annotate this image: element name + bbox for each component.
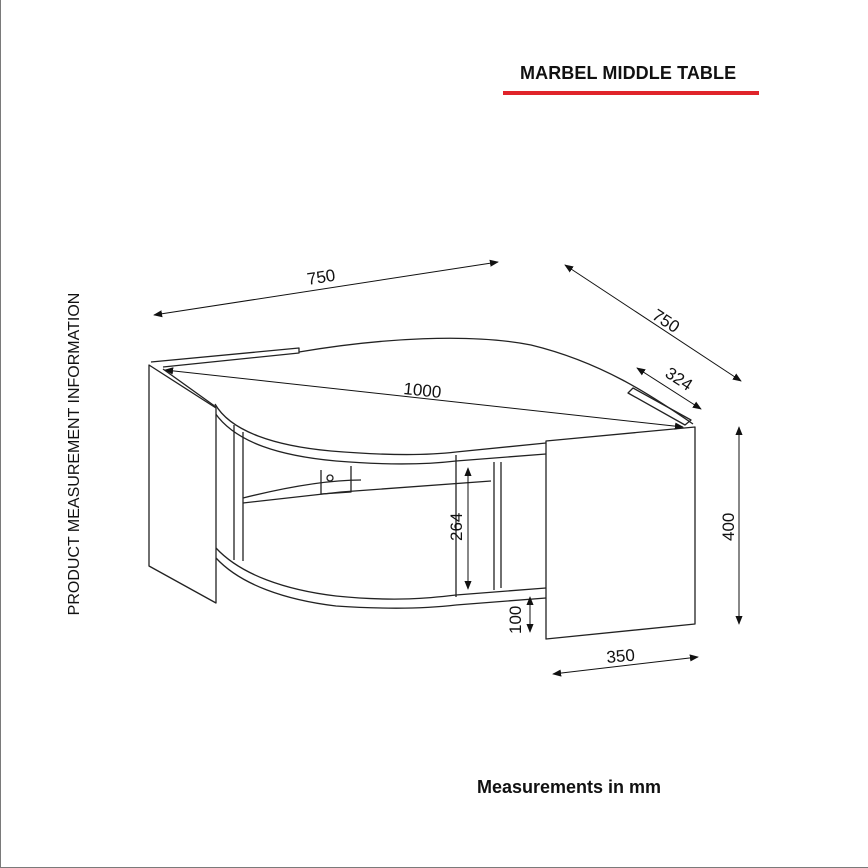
right-top-rail <box>628 388 691 425</box>
footer-text: Measurements in mm <box>477 777 662 797</box>
tabletop-edge-right <box>456 443 546 452</box>
left-inner-upright <box>234 425 243 561</box>
middle-shelf-front <box>243 480 361 498</box>
dim-label-width-top: 750 <box>305 265 337 289</box>
side-label-text: PRODUCT MEASUREMENT INFORMATION <box>66 292 83 616</box>
tabletop-edge-right-lower <box>456 454 546 461</box>
tabletop-upper-edge <box>299 338 693 424</box>
dim-label-total-height: 400 <box>719 512 738 541</box>
left-top-rail <box>151 348 299 367</box>
connector-screw <box>327 475 333 481</box>
tabletop-front-curve-lower <box>215 413 456 464</box>
bottom-shelf-curve <box>216 548 456 599</box>
right-front-panel <box>546 427 695 639</box>
bottom-shelf-right <box>456 588 546 605</box>
dim-label-panel-depth: 324 <box>661 363 696 395</box>
dim-label-depth-right: 750 <box>648 305 683 337</box>
left-side-panel <box>149 365 216 603</box>
dim-label-base-height: 100 <box>506 605 525 634</box>
technical-drawing <box>1 0 868 868</box>
product-title: MARBEL MIDDLE TABLE <box>520 63 737 83</box>
dim-label-panel-width: 350 <box>605 645 636 667</box>
middle-shelf-back <box>243 481 491 503</box>
dim-label-shelf-height: 264 <box>447 512 466 541</box>
tabletop-front-curve <box>215 404 456 455</box>
dim-label-diagonal: 1000 <box>402 379 443 402</box>
bottom-shelf-curve-lower <box>216 558 456 608</box>
